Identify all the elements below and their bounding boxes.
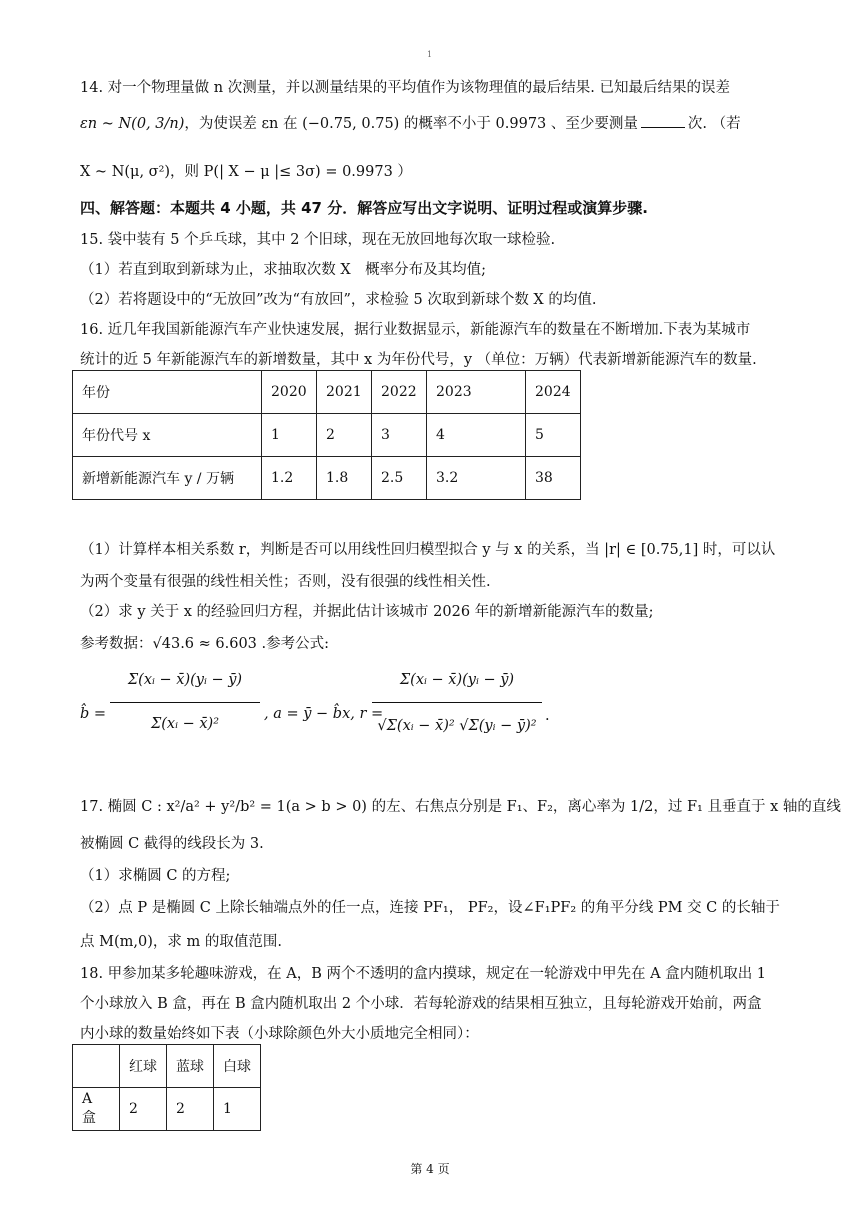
table-cell: 2022 — [372, 371, 427, 414]
table-cell: 2.5 — [372, 457, 427, 500]
table-cell: 年份 — [73, 371, 262, 414]
q16-stem1: 16. 近几年我国新能源汽车产业快速发展，据行业数据显示，新能源汽车的数量在不断增加.下表为某城市 — [80, 322, 751, 338]
a-equation: , a = ȳ − b̂x, r = — [264, 706, 384, 722]
table-cell: 新增新能源汽车 y / 万辆 — [73, 457, 262, 500]
q14-error-distribution: εn ~ N(0, 3/n) — [80, 116, 185, 132]
bhat-denominator — [110, 716, 260, 732]
q14-line2-text-a: ，为使误差 εn 在 (−0.75, 0.75) 的概率不小于 0.9973 、至少要测量 — [184, 116, 638, 132]
table-cell: 2 — [317, 414, 372, 457]
q16-data-table — [72, 370, 581, 500]
bhat-numerator — [110, 672, 260, 688]
q14-line2 — [80, 112, 741, 133]
table-cell: 2024 — [526, 371, 581, 414]
r-numerator — [372, 672, 542, 688]
r-denominator-text: √Σ(xᵢ − x̄)² √Σ(yᵢ − ȳ)² — [377, 718, 537, 734]
header-mark: 1 — [427, 50, 433, 59]
q16-part2: （2）求 y 关于 x 的经验回归方程，并据此估计该城市 2026 年的新增新能源汽车的数量; — [80, 604, 654, 620]
r-denominator — [372, 718, 542, 734]
q17-part2-line2: 点 M(m,0)，求 m 的取值范围. — [80, 934, 282, 950]
table-cell: 2 — [167, 1088, 214, 1131]
table-cell: 1 — [262, 414, 317, 457]
table-cell: 1 — [214, 1088, 261, 1131]
q15-stem: 15. 袋中装有 5 个乒乓球，其中 2 个旧球，现在无放回地每次取一球检验. — [80, 232, 556, 248]
q17-part1: （1）求椭圆 C 的方程; — [80, 868, 231, 884]
table-row — [73, 1045, 261, 1088]
table-cell: 红球 — [120, 1045, 167, 1088]
q16-part1-line1: （1）计算样本相关系数 r，判断是否可以用线性回归模型拟合 y 与 x 的关系，当 |r| ∈ [0.75,1] 时，可以认 — [80, 542, 776, 558]
bhat-label: b̂ = — [80, 706, 107, 722]
table-cell: A 盒 — [73, 1088, 120, 1131]
bhat-denominator-text: Σ(xᵢ − x̄)² — [150, 716, 220, 732]
table-row — [73, 371, 581, 414]
bhat-fraction-bar — [110, 702, 260, 703]
table-cell: 38 — [526, 457, 581, 500]
q17-stem2: 被椭圆 C 截得的线段长为 3. — [80, 836, 264, 852]
table-cell: 3.2 — [427, 457, 526, 500]
table-cell: 5 — [526, 414, 581, 457]
regression-formula — [80, 668, 560, 768]
q18-stem3: 内小球的数量始终如下表（小球除颜色外大小质地完全相同）： — [80, 1026, 479, 1042]
r-numerator-text: Σ(xᵢ − x̄)(yᵢ − ȳ) — [399, 672, 515, 688]
answer-blank — [641, 115, 685, 128]
table-row — [73, 414, 581, 457]
formula-period: . — [545, 708, 550, 724]
r-fraction-bar — [372, 702, 542, 703]
bhat-numerator-text: Σ(xᵢ − x̄)(yᵢ − ȳ) — [127, 672, 243, 688]
table-cell: 4 — [427, 414, 526, 457]
q18-stem1: 18. 甲参加某多轮趣味游戏，在 A，B 两个不透明的盒内摸球，规定在一轮游戏中甲先在 A 盒内随机取出 1 — [80, 966, 767, 982]
q18-stem2: 个小球放入 B 盒，再在 B 盒内随机取出 2 个小球．若每轮游戏的结果相互独立，且每轮游戏开始前，两盒 — [80, 996, 762, 1012]
q14-line1: 14. 对一个物理量做 n 次测量，并以测量结果的平均值作为该物理值的最后结果. 已知最后结果的误差 — [80, 80, 730, 96]
q14-line2-text-b: 次. （若 — [687, 116, 741, 132]
table-row — [73, 457, 581, 500]
q16-stem2: 统计的近 5 年新能源汽车的新增数量，其中 x 为年份代号，y （单位：万辆）代表新增新能源汽车的数量. — [80, 352, 757, 368]
section-heading: 四、解答题：本题共 4 小题，共 47 分．解答应写出文字说明、证明过程或演算步骤. — [80, 199, 648, 217]
table-cell: 2020 — [262, 371, 317, 414]
table-cell: 蓝球 — [167, 1045, 214, 1088]
q16-reference: 参考数据：√43.6 ≈ 6.603 .参考公式: — [80, 636, 330, 652]
table-cell: 2 — [120, 1088, 167, 1131]
q15-part2: （2）若将题设中的“无放回”改为“有放回”，求检验 5 次取到新球个数 X 的均值. — [80, 292, 597, 308]
page-number: 第 4 页 — [410, 1162, 450, 1176]
table-cell — [73, 1045, 120, 1088]
table-cell: 2021 — [317, 371, 372, 414]
q16-part1-line2: 为两个变量有很强的线性相关性；否则，没有很强的线性相关性. — [80, 574, 491, 590]
table-cell: 白球 — [214, 1045, 261, 1088]
q17-stem1: 17. 椭圆 C : x²/a² + y²/b² = 1(a > b > 0) 的左、右焦点分别是 F₁、F₂，离心率为 1/2，过 F₁ 且垂直于 x 轴的直线 — [80, 799, 841, 815]
table-cell: 1.2 — [262, 457, 317, 500]
q14-line3: X ~ N(μ, σ²)，则 P(| X − μ |≤ 3σ) = 0.9973 ） — [80, 164, 412, 180]
table-cell: 年份代号 x — [73, 414, 262, 457]
table-row — [73, 1088, 261, 1131]
q15-part1: （1）若直到取到新球为止，求抽取次数 X 概率分布及其均值; — [80, 262, 487, 278]
q17-part2-line1: （2）点 P 是椭圆 C 上除长轴端点外的任一点，连接 PF₁， PF₂，设∠F₁PF₂ 的角平分线 PM 交 C 的长轴于 — [80, 900, 780, 916]
table-cell: 2023 — [427, 371, 526, 414]
table-cell: 3 — [372, 414, 427, 457]
q18-box-table — [72, 1044, 261, 1131]
table-cell: 1.8 — [317, 457, 372, 500]
